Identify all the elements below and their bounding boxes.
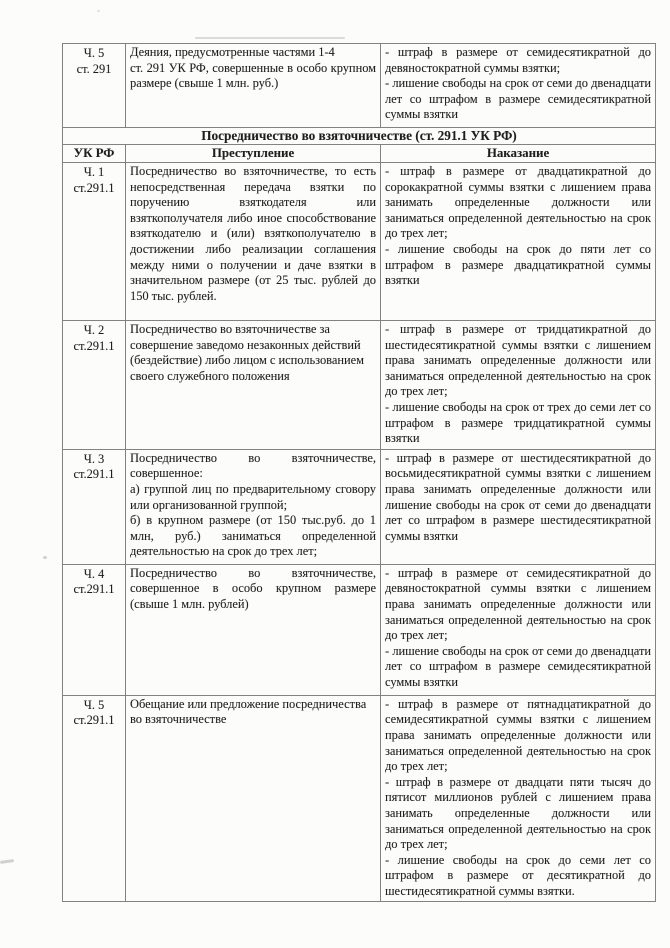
article-ref-cell <box>63 163 126 321</box>
crime-list-item-a: а) группой лиц по предварительному сговору или организованной группой; <box>130 481 376 512</box>
article-part: Ч. 3 <box>83 451 105 466</box>
crime-cell <box>126 163 381 321</box>
table-row-art291-1-part5 <box>63 695 656 902</box>
crime-cell <box>126 564 381 695</box>
crime-list-item-b: б) в крупном размере (от 150 тыс.руб. до 1 млн, руб.) заниматься определенной деятельностью на срок до трех лет; <box>130 513 376 559</box>
crime-cell <box>126 449 381 564</box>
punishment-cell <box>381 321 656 450</box>
punishment-item: - лишение свободы на срок от семи до двенадцати лет со штрафом в размере семидесятикратной суммы взятки <box>385 643 651 689</box>
article-number: ст.291.1 <box>73 582 115 597</box>
punishment-item: - штраф в размере от шестидесятикратной до восьмидесятикратной суммы взятки с лишением права занимать определенные должности или лишение свободы на срок от семи до двенадцати лет со штрафом в размере шестидесятикратной суммы взятки <box>385 450 651 543</box>
article-number: ст.291.1 <box>73 338 115 353</box>
crime-cell <box>126 695 381 902</box>
punishment-cell <box>381 449 656 564</box>
punishment-item: - лишение свободы на срок до семи лет со штрафом в размере от десятикратной до шестидесятикратной суммы взятки. <box>385 852 651 898</box>
column-header-punishment: Наказание <box>381 145 656 163</box>
scan-artifact <box>195 37 345 39</box>
punishment-item: - штраф в размере от двадцати пяти тысяч до пятисот миллионов рублей с лишением права занимать определенные должности или заниматься определенной деятельностью на срок до трех лет; <box>385 774 651 852</box>
punishment-cell <box>381 695 656 902</box>
column-header-crime: Преступление <box>126 145 381 163</box>
crime-paragraph: Посредничество во взяточничестве, совершенное: <box>130 450 376 481</box>
punishment-cell <box>381 163 656 321</box>
article-ref-cell <box>63 321 126 450</box>
section-title: Посредничество во взяточничестве (ст. 291.1 УК РФ) <box>63 128 656 145</box>
punishment-cell <box>381 564 656 695</box>
column-header-row <box>63 145 656 163</box>
crime-paragraph: Посредничество во взяточничестве, совершенное в особо крупном размере (свыше 1 млн. рублей) <box>130 565 376 611</box>
section-title-row <box>63 128 656 145</box>
column-header-code: УК РФ <box>63 145 126 163</box>
article-number: ст.291.1 <box>73 713 115 728</box>
article-number: ст.291.1 <box>73 180 115 195</box>
crime-paragraph: Деяния, предусмотренные частями 1-4 <box>130 45 335 59</box>
table-row-art291-part5 <box>63 44 656 128</box>
article-ref-cell <box>63 564 126 695</box>
table-row-art291-1-part2 <box>63 321 656 450</box>
article-ref-cell <box>63 449 126 564</box>
punishment-item: - лишение свободы на срок до пяти лет со штрафом в размере двадцатикратной суммы взятки <box>385 241 651 288</box>
article-part: Ч. 4 <box>83 566 105 581</box>
article-ref-cell <box>63 44 126 128</box>
crime-cell <box>126 44 381 128</box>
table-row-art291-1-part4 <box>63 564 656 695</box>
scan-artifact <box>43 556 47 559</box>
article-part: Ч. 5 <box>83 46 105 60</box>
article-part: Ч. 1 <box>83 165 105 179</box>
article-number: ст. 291 <box>76 61 112 76</box>
article-part: Ч. 5 <box>83 697 105 712</box>
punishment-item: - штраф в размере от тридцатикратной до шестидесятикратной суммы взятки с лишением права занимать определенные должности или заниматься определенной деятельностью на срок до трех лет; <box>385 322 651 399</box>
punishment-item: - лишение свободы на срок от трех до семи лет со штрафом в размере тридцатикратной суммы взятки <box>385 399 651 446</box>
crime-paragraph: Посредничество во взяточничестве, то есть непосредственная передача взятки по поручению взяткодателя или взяткополучателя либо иное способствование взяткодателю и (или) взяткополучателю в достижении либо реализации соглашения между ними о получении и даче взятки в значительном размере (от 25 тыс. рублей до 150 тыс. рублей. <box>130 164 376 303</box>
table-row-art291-1-part1 <box>63 163 656 321</box>
punishment-item: - штраф в размере от пятнадцатикратной до семидесятикратной суммы взятки с лишением права занимать определенные должности или заниматься определенной деятельностью на срок до трех лет; <box>385 696 651 774</box>
scan-artifact <box>0 859 14 864</box>
punishment-item: - штраф в размере от семидесятикратной до девяностократной суммы взятки; <box>385 45 651 75</box>
article-ref-cell <box>63 695 126 902</box>
crime-paragraph: Посредничество во взяточничестве за совершение заведомо незаконных действий (бездействие) либо лицом с использованием своего служебного положения <box>130 322 364 383</box>
punishment-item: - штраф в размере от двадцатикратной до сорокакратной суммы взятки с лишением права занимать определенные должности или заниматься определенной деятельностью на срок до трех лет; <box>385 164 651 241</box>
article-number: ст.291.1 <box>73 467 115 482</box>
crime-paragraph: ст. 291 УК РФ, совершенные в особо крупном размере (свыше 1 млн. руб.) <box>130 60 376 91</box>
article-part: Ч. 2 <box>83 323 105 337</box>
scan-artifact <box>97 10 100 12</box>
punishment-item: - лишение свободы на срок от семи до двенадцати лет со штрафом в размере семидесятикратной суммы взятки <box>385 76 651 122</box>
crime-paragraph: Обещание или предложение посредничества во взяточничестве <box>130 696 367 727</box>
table-row-art291-1-part3 <box>63 449 656 564</box>
punishment-cell <box>381 44 656 128</box>
crime-cell <box>126 321 381 450</box>
penalties-table <box>62 43 656 902</box>
punishment-item: - штраф в размере от семидесятикратной до девяностократной суммы взятки с лишением права занимать определенные должности или заниматься определенной деятельностью на срок до трех лет; <box>385 565 651 643</box>
